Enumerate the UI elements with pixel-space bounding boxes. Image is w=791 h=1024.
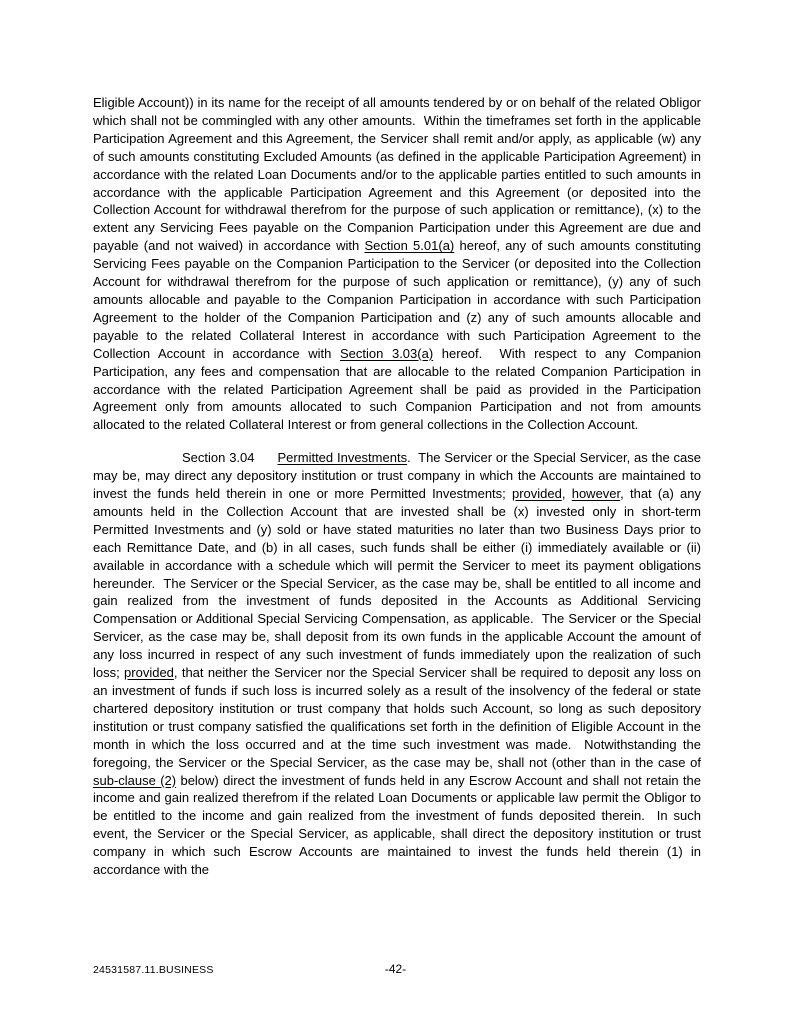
underlined-reference: Permitted Investments [277, 450, 408, 466]
underlined-reference: sub-clause (2) [93, 772, 177, 788]
text-segment: hereof. With respect to any Companion Participation, any fees and compensation that are allocable to the related Companion Participation in accordance with the related Participation Agreement shall be paid as provided in the Participation Agreement only from amounts allocated to such Companion Participation and not from amounts allocated to the related Collateral Interest or from general collections in the Collection Account. [93, 345, 705, 433]
underlined-reference: provided [124, 665, 174, 681]
underlined-reference: however [571, 486, 621, 502]
underlined-reference: Section 5.01(a) [364, 238, 455, 254]
underlined-reference: provided [512, 486, 562, 502]
footer-doc-id: 24531587.11.BUSINESS [93, 964, 214, 976]
page-number: -42- [384, 962, 407, 976]
text-segment: , that neither the Servicer nor the Special Servicer shall be required to deposit any loss on an investment of funds if such loss is incurred solely as a result of the insolvency of the federal or state chartered depository institution or trust company that holds such Account, so long as such depository institution or trust company satisfied the qualifications set forth in the definition of Eligible Account in the month in which the loss occurred and at the time such investment was made. Notwithstanding the foregoing, the Servicer or the Special Servicer, as the case may be, shall not (other than in the case of [93, 665, 705, 770]
text-segment: . The Servicer or the Special Servicer, as the case may be, may direct any depository institution or trust company in which the Accounts are maintained to invest the funds held therein in one or more Permitted Investments; [93, 450, 705, 502]
paragraph [93, 449, 705, 879]
text-segment: , that (a) any amounts held in the Collection Account that are invested shall be (x) invested only in short-term Permitted Investments and (y) sold or have stated maturities no later than two Business Days prior to each Remittance Date, and (b) in all cases, such funds shall be either (i) immediately available or (ii) available in accordance with a schedule which will permit the Servicer to meet its payment obligations hereunder. The Servicer or the Special Servicer, as the case may be, shall be entitled to all income and gain realized from the investment of funds deposited in the Accounts as Additional Servicing Compensation or Additional Special Servicing Compensation, as applicable. The Servicer or the Special Servicer, as the case may be, shall deposit from its own funds in the applicable Account the amount of any loss incurred in respect of any such investment of funds immediately upon the realization of such loss; [93, 486, 705, 681]
page-footer [0, 962, 791, 982]
text-segment: Eligible Account)) in its name for the receipt of all amounts tendered by or on behalf of the related Obligor which shall not be commingled with any other amounts. Within the timeframes set forth in the applicable Participation Agreement and this Agreement, the Servicer shall remit and/or apply, as applicable (w) any of such amounts constituting Excluded Amounts (as defined in the applicable Participation Agreement) in accordance with the related Loan Documents and/or to the applicable parties entitled to such amounts in accordance with the applicable Participation Agreement and this Agreement (or deposited into the Collection Account for withdrawal therefrom for the purpose of such application or remittance), (x) to the extent any Servicing Fees payable on the Companion Participation under this Agreement are due and payable (and not waived) in accordance with [93, 95, 705, 254]
underlined-reference: Section 3.03(a) [339, 345, 434, 361]
document-body [93, 94, 705, 879]
text-segment: below) direct the investment of funds held in any Escrow Account and shall not retain the income and gain realized therefrom if the related Loan Documents or applicable law permit the Obligor to be entitled to the income and gain realized from the investment of funds deposited therein. In such event, the Servicer or the Special Servicer, as applicable, shall direct the depository institution or trust company in which such Escrow Accounts are maintained to invest the funds held therein (1) in accordance with the [93, 772, 705, 878]
text-segment: , [561, 486, 572, 502]
paragraph [93, 94, 705, 434]
text-segment: hereof, any of such amounts constituting Servicing Fees payable on the Companion Participation to the Servicer (or deposited into the Collection Account for withdrawal therefrom for the purpose of such application or remittance), (y) any of such amounts allocable and payable to the Companion Participation in accordance with such Participation Agreement to the holder of the Companion Participation and (z) any of such amounts allocable and payable to the related Collateral Interest in accordance with such Participation Agreement to the Collection Account in accordance with [93, 238, 705, 361]
text-segment: Section 3.04 [182, 450, 278, 466]
